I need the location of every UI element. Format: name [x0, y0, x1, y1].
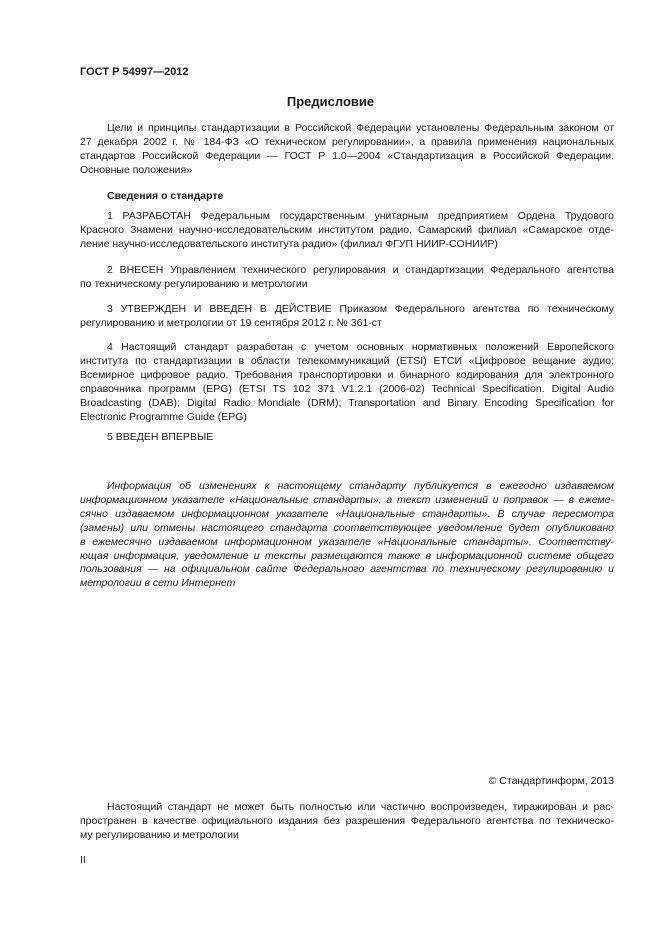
- page-number: II: [80, 854, 86, 866]
- item-2-paragraph: [80, 264, 614, 292]
- text-line: (замены) или отмены настоящего стандарта соответствующее уведомление будет опубликовано: [80, 521, 614, 534]
- foreword-title: Предисловие: [286, 94, 375, 109]
- text-line: метрологии в сети Интернет: [80, 577, 236, 590]
- text-line: 3 УТВЕРЖДЕН И ВВЕДЕН В ДЕЙСТВИЕ Приказом Федерального агентства по техническому: [107, 303, 614, 315]
- text-line: по техническому регулированию и метрологии: [80, 277, 308, 290]
- text-line: Electronic Programme Guide (EPG): [80, 410, 247, 423]
- item-1-paragraph: [80, 210, 614, 252]
- item-3-paragraph: [80, 303, 614, 331]
- text-line: Цели и принципы стандартизации в Российской Федерации установлены Федеральным законом от: [107, 122, 614, 134]
- text-line: Broadcasting (DAB); Digital Radio Mondiale (DRM); Transportation and Binary Encoding Specification for: [80, 396, 614, 409]
- text-line: Основные положения»: [80, 163, 193, 176]
- text-line: регулированию и метрологии от 19 сентября 2012 г. № 361-ст: [80, 316, 382, 329]
- text-line: Красного Знамени научно-исследовательским институтом радио, Самарский филиал «Самарское отде-: [80, 223, 614, 236]
- standard-info-heading: Сведения о стандарте: [107, 190, 224, 202]
- text-line: Информация об изменениях к настоящему стандарту публикуется в ежегодно издаваемом: [107, 480, 614, 492]
- text-line: ющая информация, уведомление и тексты размещаются также в информационной системе общего: [80, 549, 614, 562]
- text-line: стандартов Российской Федерации — ГОСТ Р 1.0—2004 «Стандартизация в Российской Федерации.: [80, 149, 614, 162]
- reproduction-notice-paragraph: [80, 801, 614, 843]
- updates-notice-paragraph: [80, 480, 614, 591]
- text-line: Всемирное цифровое радио. Требования транспортировки и бинарного кодирования для электронного: [80, 368, 614, 381]
- text-line: 4 Настоящий стандарт разработан с учетом основных нормативных положений Европейского: [107, 341, 614, 353]
- text-line: ление научно-исследовательского института радио» (филиал ФГУП НИИР-СОНИИР): [80, 237, 498, 250]
- text-line: пользования — на официальном сайте Федерального агентства по техническому регулированию и: [80, 563, 614, 576]
- text-line: пространен в качестве официального издания без разрешения Федерального агентства по техническо-: [80, 814, 614, 827]
- text-line: сячно издаваемом информационном указателе «Национальные стандарты». В случае пересмотра: [80, 507, 614, 520]
- text-line: Настоящий стандарт не может быть полностью или частично воспроизведен, тиражирован и рас-: [107, 801, 614, 813]
- copyright-notice: © Стандартинформ, 2013: [488, 775, 614, 787]
- text-line: 1 РАЗРАБОТАН Федеральным государственным унитарным предприятием Ордена Трудового: [107, 210, 614, 222]
- foreword-intro-paragraph: [80, 122, 614, 178]
- item-5-paragraph: 5 ВВЕДЕН ВПЕРВЫЕ: [107, 431, 214, 443]
- text-line: информационном указателе «Национальные стандарты», а текст изменений и поправок — в ежеме-: [80, 493, 614, 506]
- text-line: 27 декабря 2002 г. № 184-ФЗ «О техническом регулировании», а правила применения национальных: [80, 135, 614, 148]
- text-line: в ежемесячно издаваемом информационном указателе «Национальные стандарты». Соответству-: [80, 535, 614, 548]
- text-line: му регулированию и метрологии: [80, 828, 239, 841]
- item-4-paragraph: [80, 341, 614, 424]
- document-code: ГОСТ Р 54997—2012: [80, 66, 189, 78]
- text-line: института по стандартизации в области телекоммуникаций (ETSI) ЕТСИ «Цифровое вещание аудио;: [80, 354, 614, 367]
- text-line: 2 ВНЕСЕН Управлением технического регулирования и стандартизации Федерального агентства: [107, 264, 614, 276]
- text-line: справочника программ (EPG) (ETSI TS 102 371 V1.2.1 (2006-02) Technical Specification. Digital Audio: [80, 382, 614, 395]
